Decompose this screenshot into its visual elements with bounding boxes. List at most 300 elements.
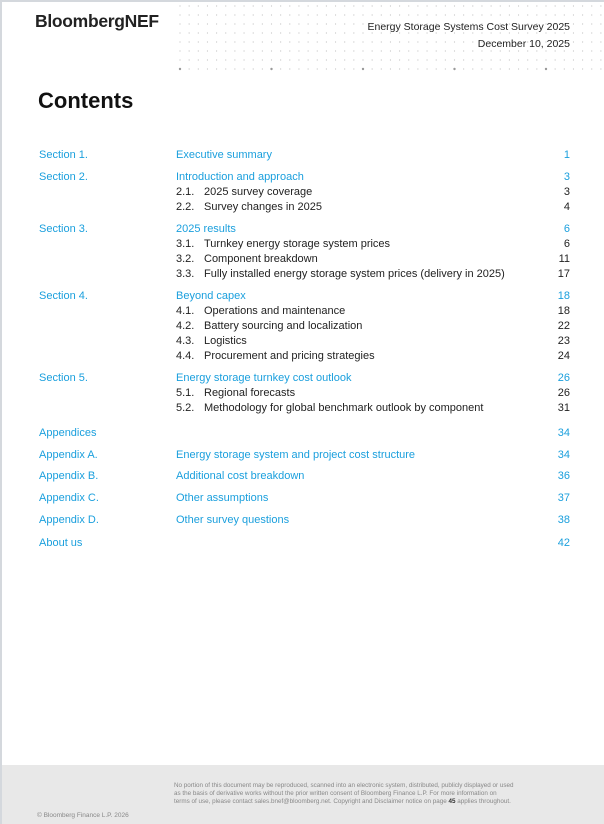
grid-dot bbox=[298, 5, 299, 6]
grid-dot bbox=[481, 59, 482, 60]
grid-dot bbox=[472, 5, 473, 6]
grid-dot bbox=[308, 59, 309, 60]
toc-page-number: 22 bbox=[557, 320, 570, 332]
grid-dot bbox=[189, 41, 190, 42]
grid-dot bbox=[179, 14, 180, 15]
grid-dot bbox=[326, 59, 327, 60]
grid-dot bbox=[591, 68, 592, 69]
toc-page-number: 11 bbox=[558, 253, 570, 265]
toc-page-number: 36 bbox=[557, 470, 570, 482]
grid-dot bbox=[335, 50, 336, 51]
grid-dot bbox=[225, 59, 226, 60]
grid-dot bbox=[289, 14, 290, 15]
toc-appendix-d[interactable] bbox=[0, 513, 604, 527]
toc-page-number: 31 bbox=[557, 402, 570, 414]
grid-dot bbox=[207, 50, 208, 51]
grid-dot bbox=[582, 5, 583, 6]
grid-dot bbox=[426, 41, 427, 42]
grid-dot bbox=[225, 14, 226, 15]
grid-dot bbox=[591, 23, 592, 24]
grid-dot bbox=[573, 59, 574, 60]
grid-dot bbox=[500, 50, 501, 51]
toc-subsection[interactable] bbox=[0, 304, 604, 318]
grid-dot bbox=[308, 50, 309, 51]
grid-dot bbox=[555, 50, 556, 51]
grid-dot bbox=[353, 50, 354, 51]
toc-section-label: Section 3. bbox=[39, 223, 88, 235]
toc-subsection-title: Battery sourcing and localization bbox=[204, 320, 363, 332]
grid-dot bbox=[298, 23, 299, 24]
toc-subsection-number: 4.4. bbox=[176, 350, 195, 362]
grid-dot bbox=[271, 5, 272, 6]
grid-dot bbox=[426, 5, 427, 6]
grid-dot bbox=[536, 50, 537, 51]
grid-dot bbox=[234, 59, 235, 60]
toc-subsection[interactable] bbox=[0, 401, 604, 415]
grid-dot bbox=[189, 50, 190, 51]
grid-dot bbox=[454, 5, 455, 6]
toc-subsection-title: Fully installed energy storage system prices (delivery in 2025) bbox=[204, 268, 505, 280]
grid-dot bbox=[445, 68, 446, 69]
grid-dot bbox=[271, 23, 272, 24]
grid-dot bbox=[472, 50, 473, 51]
toc-subsection[interactable] bbox=[0, 200, 604, 214]
toc-page-number: 1 bbox=[563, 149, 570, 161]
grid-dot bbox=[399, 41, 400, 42]
grid-dot bbox=[582, 32, 583, 33]
grid-dot bbox=[308, 32, 309, 33]
grid-dot bbox=[426, 14, 427, 15]
grid-dot bbox=[179, 59, 180, 60]
grid-dot bbox=[216, 59, 217, 60]
grid-dot bbox=[253, 14, 254, 15]
grid-dot bbox=[472, 68, 473, 69]
grid-dot bbox=[317, 50, 318, 51]
grid-dot bbox=[326, 23, 327, 24]
toc-page-number: 3 bbox=[563, 171, 570, 183]
grid-dot bbox=[408, 14, 409, 15]
grid-dot bbox=[582, 14, 583, 15]
toc-subsection[interactable] bbox=[0, 319, 604, 333]
grid-dot bbox=[381, 5, 382, 6]
grid-dot bbox=[189, 59, 190, 60]
toc-section-4[interactable] bbox=[0, 289, 604, 303]
footer-disclaimer bbox=[174, 782, 514, 806]
grid-dot bbox=[335, 68, 336, 69]
toc-subsection[interactable] bbox=[0, 334, 604, 348]
grid-dot bbox=[417, 59, 418, 60]
grid-dot bbox=[198, 14, 199, 15]
grid-dot bbox=[207, 68, 208, 69]
grid-dot bbox=[536, 59, 537, 60]
toc-appendix-title: Other survey questions bbox=[176, 514, 290, 526]
grid-dot bbox=[600, 14, 601, 15]
grid-dot bbox=[390, 5, 391, 6]
grid-dot bbox=[298, 59, 299, 60]
grid-dot bbox=[253, 41, 254, 42]
toc-section-5[interactable] bbox=[0, 371, 604, 385]
toc-subsection-title: Regional forecasts bbox=[204, 387, 296, 399]
grid-dot bbox=[408, 50, 409, 51]
grid-dot bbox=[381, 41, 382, 42]
toc-section-2[interactable] bbox=[0, 170, 604, 184]
grid-dot bbox=[225, 41, 226, 42]
toc-subsection-number: 4.2. bbox=[176, 320, 195, 332]
grid-dot bbox=[280, 32, 281, 33]
grid-dot bbox=[509, 68, 510, 69]
grid-dot bbox=[271, 50, 272, 51]
grid-dot bbox=[225, 50, 226, 51]
grid-dot bbox=[600, 50, 601, 51]
grid-dot bbox=[453, 68, 455, 70]
grid-dot bbox=[317, 23, 318, 24]
toc-section-title: 2025 results bbox=[176, 223, 236, 235]
grid-dot bbox=[326, 14, 327, 15]
grid-dot bbox=[436, 14, 437, 15]
toc-subsection-title: Component breakdown bbox=[204, 253, 318, 265]
page-footer bbox=[2, 765, 604, 824]
grid-dot bbox=[234, 50, 235, 51]
grid-dot bbox=[472, 14, 473, 15]
grid-dot bbox=[582, 50, 583, 51]
grid-dot bbox=[326, 5, 327, 6]
grid-dot bbox=[225, 23, 226, 24]
grid-dot bbox=[527, 68, 528, 69]
grid-dot bbox=[262, 59, 263, 60]
grid-dot bbox=[280, 23, 281, 24]
toc-page-number: 34 bbox=[557, 427, 570, 439]
toc-subsection-number: 3.1. bbox=[176, 238, 195, 250]
grid-dot bbox=[463, 50, 464, 51]
grid-dot bbox=[509, 59, 510, 60]
grid-dot bbox=[372, 14, 373, 15]
grid-dot bbox=[445, 59, 446, 60]
grid-dot bbox=[362, 68, 364, 70]
disclaimer-page-number: 45 bbox=[448, 798, 456, 805]
grid-dot bbox=[225, 5, 226, 6]
toc-page-number: 34 bbox=[557, 449, 570, 461]
grid-dot bbox=[317, 68, 318, 69]
grid-dot bbox=[491, 14, 492, 15]
grid-dot bbox=[518, 68, 519, 69]
toc-subsection[interactable] bbox=[0, 252, 604, 266]
grid-dot bbox=[198, 68, 199, 69]
grid-dot bbox=[436, 5, 437, 6]
toc-appendix-a[interactable] bbox=[0, 448, 604, 462]
grid-dot bbox=[253, 5, 254, 6]
grid-dot bbox=[289, 68, 290, 69]
grid-dot bbox=[262, 32, 263, 33]
toc-appendix-label: Appendix A. bbox=[39, 449, 98, 461]
grid-dot bbox=[573, 23, 574, 24]
grid-dot bbox=[243, 68, 244, 69]
toc-page-number: 38 bbox=[557, 514, 570, 526]
grid-dot bbox=[436, 68, 437, 69]
grid-dot bbox=[207, 5, 208, 6]
grid-dot bbox=[353, 5, 354, 6]
grid-dot bbox=[545, 59, 546, 60]
toc-appendices-label: Appendices bbox=[39, 427, 97, 439]
grid-dot bbox=[527, 59, 528, 60]
grid-dot bbox=[564, 14, 565, 15]
grid-dot bbox=[472, 59, 473, 60]
grid-dot bbox=[262, 68, 263, 69]
grid-dot bbox=[372, 68, 373, 69]
grid-dot bbox=[216, 32, 217, 33]
grid-dot bbox=[353, 41, 354, 42]
grid-dot bbox=[344, 68, 345, 69]
grid-dot bbox=[454, 59, 455, 60]
grid-dot bbox=[271, 59, 272, 60]
grid-dot bbox=[198, 41, 199, 42]
grid-dot bbox=[573, 41, 574, 42]
grid-dot bbox=[500, 5, 501, 6]
grid-dot bbox=[207, 41, 208, 42]
disclaimer-text: No portion of this document may be reproduced, scanned into an electronic system, distributed, publicly displayed or used as the basis of derivative works without the prior written consent of Bloomberg Finance L.P. For more information on terms of use, please contact sales.bnef@bloomberg.net. Copyright and Disclaimer notice on page bbox=[174, 782, 514, 805]
toc-subsection-number: 2.2. bbox=[176, 201, 195, 213]
grid-dot bbox=[198, 5, 199, 6]
grid-dot bbox=[564, 5, 565, 6]
grid-dot bbox=[600, 32, 601, 33]
grid-dot bbox=[381, 50, 382, 51]
footer-copyright: © Bloomberg Finance L.P. 2026 bbox=[37, 812, 129, 819]
grid-dot bbox=[390, 59, 391, 60]
grid-dot bbox=[335, 32, 336, 33]
grid-dot bbox=[390, 41, 391, 42]
toc-section-1[interactable] bbox=[0, 148, 604, 162]
toc-page-number: 3 bbox=[563, 186, 570, 198]
grid-dot bbox=[353, 14, 354, 15]
toc-page-number: 42 bbox=[557, 537, 570, 549]
grid-dot bbox=[527, 14, 528, 15]
grid-dot bbox=[372, 50, 373, 51]
toc-appendix-label: Appendix B. bbox=[39, 470, 99, 482]
grid-dot bbox=[472, 41, 473, 42]
toc-subsection[interactable] bbox=[0, 185, 604, 199]
grid-dot bbox=[308, 5, 309, 6]
grid-dot bbox=[518, 5, 519, 6]
grid-dot bbox=[280, 41, 281, 42]
grid-dot bbox=[326, 68, 327, 69]
toc-subsection-number: 2.1. bbox=[176, 186, 195, 198]
grid-dot bbox=[298, 41, 299, 42]
toc-section-title: Energy storage turnkey cost outlook bbox=[176, 372, 352, 384]
toc-page-number: 26 bbox=[557, 372, 570, 384]
grid-dot bbox=[335, 41, 336, 42]
grid-dot bbox=[179, 68, 181, 70]
toc-subsection[interactable] bbox=[0, 237, 604, 251]
grid-dot bbox=[491, 50, 492, 51]
grid-dot bbox=[308, 14, 309, 15]
grid-dot bbox=[243, 14, 244, 15]
grid-dot bbox=[253, 32, 254, 33]
grid-dot bbox=[372, 41, 373, 42]
grid-dot bbox=[417, 41, 418, 42]
grid-dot bbox=[344, 41, 345, 42]
grid-dot bbox=[335, 59, 336, 60]
grid-dot bbox=[234, 14, 235, 15]
grid-dot bbox=[335, 23, 336, 24]
bloombergnef-logo: BloombergNEF bbox=[35, 11, 159, 31]
grid-dot bbox=[509, 50, 510, 51]
grid-dot bbox=[353, 32, 354, 33]
grid-dot bbox=[445, 41, 446, 42]
grid-dot bbox=[426, 50, 427, 51]
report-title: Energy Storage Systems Cost Survey 2025 bbox=[367, 21, 570, 33]
grid-dot bbox=[555, 59, 556, 60]
toc-section-label: Section 5. bbox=[39, 372, 88, 384]
toc-subsection-number: 4.3. bbox=[176, 335, 195, 347]
toc-page-number: 18 bbox=[557, 290, 570, 302]
grid-dot bbox=[289, 41, 290, 42]
toc-subsection[interactable] bbox=[0, 267, 604, 281]
grid-dot bbox=[207, 14, 208, 15]
grid-dot bbox=[189, 32, 190, 33]
grid-dot bbox=[408, 59, 409, 60]
grid-dot bbox=[234, 41, 235, 42]
toc-subsection-number: 5.1. bbox=[176, 387, 195, 399]
grid-dot bbox=[463, 41, 464, 42]
grid-dot bbox=[198, 32, 199, 33]
grid-dot bbox=[591, 5, 592, 6]
grid-dot bbox=[289, 23, 290, 24]
grid-dot bbox=[545, 68, 547, 70]
grid-dot bbox=[243, 50, 244, 51]
toc-appendices[interactable] bbox=[0, 426, 604, 440]
grid-dot bbox=[225, 32, 226, 33]
grid-dot bbox=[344, 59, 345, 60]
grid-dot bbox=[582, 59, 583, 60]
grid-dot bbox=[198, 23, 199, 24]
grid-dot bbox=[381, 68, 382, 69]
grid-dot bbox=[481, 50, 482, 51]
toc-section-title: Introduction and approach bbox=[176, 171, 304, 183]
toc-subsection[interactable] bbox=[0, 349, 604, 363]
toc-subsection-number: 4.1. bbox=[176, 305, 195, 317]
grid-dot bbox=[491, 59, 492, 60]
grid-dot bbox=[317, 41, 318, 42]
grid-dot bbox=[308, 68, 309, 69]
grid-dot bbox=[344, 50, 345, 51]
grid-dot bbox=[545, 14, 546, 15]
grid-dot bbox=[390, 68, 391, 69]
grid-dot bbox=[591, 14, 592, 15]
grid-dot bbox=[500, 68, 501, 69]
grid-dot bbox=[591, 32, 592, 33]
grid-dot bbox=[555, 14, 556, 15]
grid-dot bbox=[353, 59, 354, 60]
toc-appendix-title: Energy storage system and project cost structure bbox=[176, 449, 416, 461]
grid-dot bbox=[298, 14, 299, 15]
grid-dot bbox=[308, 23, 309, 24]
grid-dot bbox=[582, 41, 583, 42]
grid-dot bbox=[573, 14, 574, 15]
disclaimer-text-end: applies throughout. bbox=[455, 798, 511, 805]
grid-dot bbox=[344, 32, 345, 33]
toc-subsection[interactable] bbox=[0, 386, 604, 400]
grid-dot bbox=[353, 68, 354, 69]
grid-dot bbox=[271, 41, 272, 42]
grid-dot bbox=[289, 50, 290, 51]
toc-subsection-title: Logistics bbox=[204, 335, 247, 347]
grid-dot bbox=[417, 14, 418, 15]
grid-dot bbox=[600, 68, 601, 69]
grid-dot bbox=[262, 41, 263, 42]
grid-dot bbox=[362, 41, 363, 42]
grid-dot bbox=[362, 5, 363, 6]
toc-appendix-label: Appendix C. bbox=[39, 492, 99, 504]
toc-subsection-title: Methodology for global benchmark outlook by component bbox=[204, 402, 484, 414]
grid-dot bbox=[518, 59, 519, 60]
toc-section-label: Section 4. bbox=[39, 290, 88, 302]
grid-dot bbox=[243, 32, 244, 33]
grid-dot bbox=[234, 23, 235, 24]
grid-dot bbox=[270, 68, 272, 70]
grid-dot bbox=[555, 5, 556, 6]
toc-subsection-title: Survey changes in 2025 bbox=[204, 201, 323, 213]
toc-section-3[interactable] bbox=[0, 222, 604, 236]
report-date: December 10, 2025 bbox=[477, 38, 570, 50]
grid-dot bbox=[253, 59, 254, 60]
grid-dot bbox=[362, 23, 363, 24]
grid-dot bbox=[417, 50, 418, 51]
grid-dot bbox=[271, 14, 272, 15]
grid-dot bbox=[335, 14, 336, 15]
grid-dot bbox=[564, 50, 565, 51]
grid-dot bbox=[573, 5, 574, 6]
grid-dot bbox=[445, 50, 446, 51]
grid-dot bbox=[536, 14, 537, 15]
grid-dot bbox=[436, 50, 437, 51]
grid-dot bbox=[399, 50, 400, 51]
grid-dot bbox=[216, 50, 217, 51]
grid-dot bbox=[362, 50, 363, 51]
grid-dot bbox=[362, 14, 363, 15]
grid-dot bbox=[326, 50, 327, 51]
toc-appendix-b[interactable] bbox=[0, 469, 604, 483]
grid-dot bbox=[545, 50, 546, 51]
grid-dot bbox=[481, 68, 482, 69]
grid-dot bbox=[344, 5, 345, 6]
grid-dot bbox=[509, 14, 510, 15]
grid-dot bbox=[436, 41, 437, 42]
grid-dot bbox=[262, 23, 263, 24]
grid-dot bbox=[243, 41, 244, 42]
toc-page-number: 24 bbox=[557, 350, 570, 362]
toc-subsection-number: 3.3. bbox=[176, 268, 195, 280]
grid-dot bbox=[234, 68, 235, 69]
grid-dot bbox=[207, 59, 208, 60]
toc-about-label: About us bbox=[39, 537, 83, 549]
grid-dot bbox=[408, 68, 409, 69]
toc-subsection-number: 3.2. bbox=[176, 253, 195, 265]
grid-dot bbox=[463, 59, 464, 60]
grid-dot bbox=[362, 32, 363, 33]
toc-about-us[interactable] bbox=[0, 536, 604, 550]
grid-dot bbox=[536, 68, 537, 69]
grid-dot bbox=[198, 50, 199, 51]
grid-dot bbox=[527, 50, 528, 51]
grid-dot bbox=[243, 59, 244, 60]
toc-appendix-c[interactable] bbox=[0, 491, 604, 505]
grid-dot bbox=[280, 50, 281, 51]
grid-dot bbox=[362, 59, 363, 60]
grid-dot bbox=[564, 68, 565, 69]
toc-page-number: 37 bbox=[557, 492, 570, 504]
grid-dot bbox=[280, 59, 281, 60]
grid-dot bbox=[179, 41, 180, 42]
grid-dot bbox=[344, 14, 345, 15]
